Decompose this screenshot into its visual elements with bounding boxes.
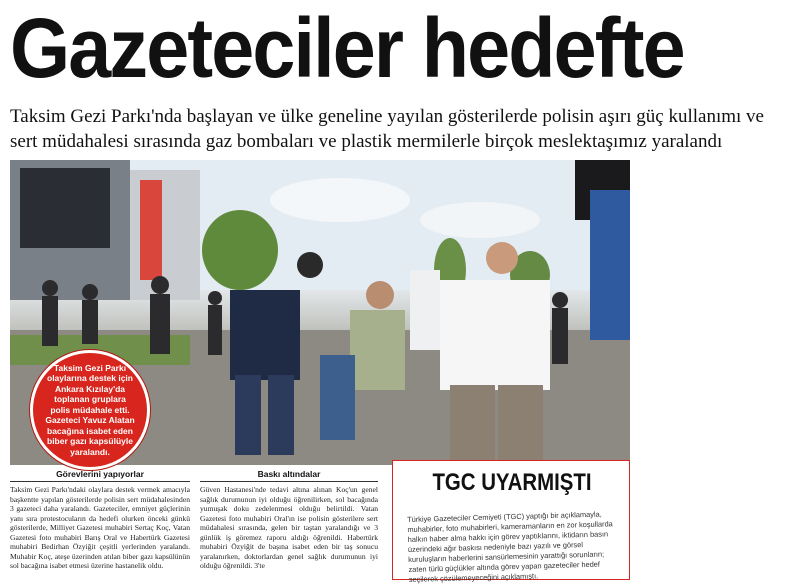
photo-caption-badge: [30, 350, 150, 470]
tgc-title: TGC UYARMIŞTI: [432, 469, 592, 496]
column-heading-1: Görevlerini yapıyorlar: [56, 469, 144, 479]
column-rule-2: [200, 481, 378, 482]
column-rule-1: [10, 481, 190, 482]
column-text-1: Taksim Gezi Parkı'ndaki olaylara destek vermek amacıyla başkentte yapılan gösterilerde polisin sert müdahalesinden 3 gazeteci daha yaralandı. Gazeteciler, emniyet güçlerinin yanı sıra protestocuların da hedefi olurken önceki günkü gösterilerde, Milliyet Gazetesi muhabiri Sertaç Koç, Vatan Gazetesi foto muhabiri Barış Oral ve Habertürk Gazetesi muhabiri Bedirhan Özyiğit çeşitli yerlerinden yaralandı. Muhabir Koç, ateşe üzerinden atılan biber gazı kapsülünün sol bacağına isabet etmesi üzerine hastanelik oldu.: [10, 485, 190, 570]
headline: Gazeteciler hedefte: [10, 1, 684, 95]
column-text-2: Güven Hastanesi'nde tedavi altına alınan Koç'un genel sağlık durumunun iyi olduğu öğrenilirken, sol bacağında yumuşak doku zedelenmesi olduğu belirtildi. Vatan Gazetesi foto muhabiri Oral'ın ise polisin gösterilere sert müdahalesi sırasında, gelen bir taştan yaralandığı ve 3 günlük iş göremez raporu aldığı öğrenildi. Habertürk muhabiri Özyiğit de başına isabet eden bir taş sonucu yaralanırken, doktorlardan genel sağlık durumunun iyi olduğu öğrenildi. 3'te: [200, 485, 378, 570]
photo-caption-text: Taksim Gezi Parkı olaylarına destek için Ankara Kızılay'da toplanan gruplara polis müdahale etti. Gazeteci Yavuz Alatan bacağına isabet eden biber gazı kapsülüyle yaralandı.: [45, 362, 135, 457]
tgc-box: [392, 460, 630, 584]
column-heading-2: Baskı altındalar: [257, 469, 321, 479]
tgc-text: Türkiye Gazeteciler Cemiyeti (TGC) yaptığı bir açıklamayla, muhabirler, foto muhabirleri, kameramanların en zor koşullarda halkın haber alma hakkı için görev yaptıklarını, iktidarın basın üzerindeki ağır baskısı nedeniyle bazı yazılı ve görsel kuruluşların haberlerini sansürlemesinin yarattığı sorunların; zaten türlü güçlükler altında görev yapan gazeteciler hedef seçilerek çözülemeyeceğini açıklamıştı.: [407, 509, 613, 584]
subheadline: Taksim Gezi Parkı'nda başlayan ve ülke geneline yayılan gösterilerde polisin aşırı güç kullanımı ve sert müdahalesi sırasında gaz bombaları ve plastik mermilerle birçok meslektaşımız yaralandı: [10, 106, 764, 152]
